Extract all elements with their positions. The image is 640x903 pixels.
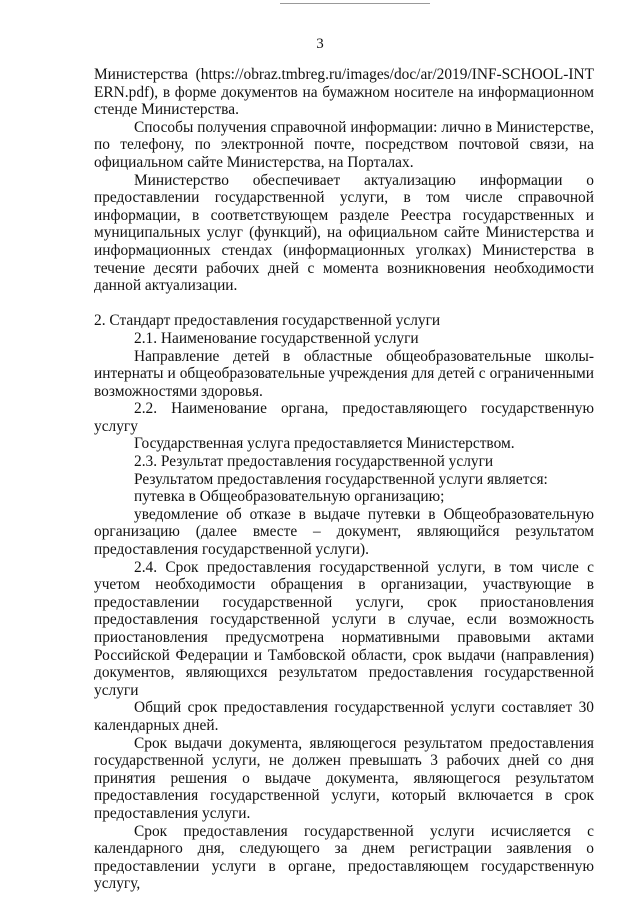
paragraph-total-term: Общий срок предоставления государственной услуги составляет 30 календарных дней. (94, 699, 594, 734)
subsection-2-3-heading: 2.3. Результат предоставления государственной услуги (134, 453, 494, 471)
subsection-2-2-heading: 2.2. Наименование органа, предоставляющего государственную услугу (94, 400, 594, 435)
paragraph-ministry-link: Министерства (https://obraz.tmbreg.ru/images/doc/ar/2019/INF-SCHOOL-INTERN.pdf), в форме документов на бумажном носителе на информационном стенде Министерства. (94, 66, 594, 119)
document-body (94, 66, 594, 893)
section-heading-standard: 2. Стандарт предоставления государственной услуги (94, 312, 441, 330)
paragraph-authority: Государственная услуга предоставляется Министерством. (134, 435, 515, 453)
subsection-2-4-heading: 2.4. Срок предоставления государственной услуги, в том числе с учетом необходимости обращения в организации, участвующие в предоставлении государственной услуги, срок приостановления предоставления государственной услуги в случае, если возможность приостановления предусмотрена нормативными правовыми актами Российской Федерации и Тамбовской области, срок выдачи (направления) документов, являющихся результатом предоставления государственной услуги (94, 558, 594, 699)
page-number: 3 (316, 36, 324, 52)
paragraph-issue-term: Срок выдачи документа, являющегося результатом предоставления государственной услуги, не должен превышать 3 рабочих дней со дня принятия решения о выдаче документа, являющегося результатом предоставления государственной услуги, который включается в срок предоставления услуги. (94, 734, 594, 822)
subsection-2-1-heading: 2.1. Наименование государственной услуги (134, 329, 419, 347)
paragraph-result-intro: Результатом предоставления государственной услуги является: (134, 470, 548, 488)
paragraph-info-methods: Способы получения справочной информации: лично в Министерстве, по телефону, по электронной почте, посредством почтовой связи, на официальном сайте Министерства, на Порталах. (94, 118, 594, 171)
paragraph-result-refusal: уведомление об отказе в выдаче путевки в Общеобразовательную организацию (далее вместе – документ, являющийся результатом предоставления государственной услуги). (94, 505, 594, 559)
paragraph-result-voucher: путевка в Общеобразовательную организацию; (134, 488, 445, 506)
paragraph-service-name: Направление детей в областные общеобразовательные школы-интернаты и общеобразовательные учреждения для детей с ограниченными возможностями здоровья. (94, 347, 594, 400)
paragraph-actualization: Министерство обеспечивает актуализацию информации о предоставлении государственной услуги, в том числе справочной информации, в соответствующем разделе Реестра государственных и муниципальных услуг (функций), на официальном сайте Министерства и информационных стендах (информационных уголках) Министерства в течение десяти рабочих дней с момента возникновения необходимости данной актуализации. (94, 171, 594, 295)
top-rule (280, 3, 430, 4)
paragraph-term-calculation: Срок предоставления государственной услуги исчисляется с календарного дня, следующего за днем регистрации заявления о предоставлении услуги в органе, предоставляющем государственную услугу, (94, 822, 594, 893)
